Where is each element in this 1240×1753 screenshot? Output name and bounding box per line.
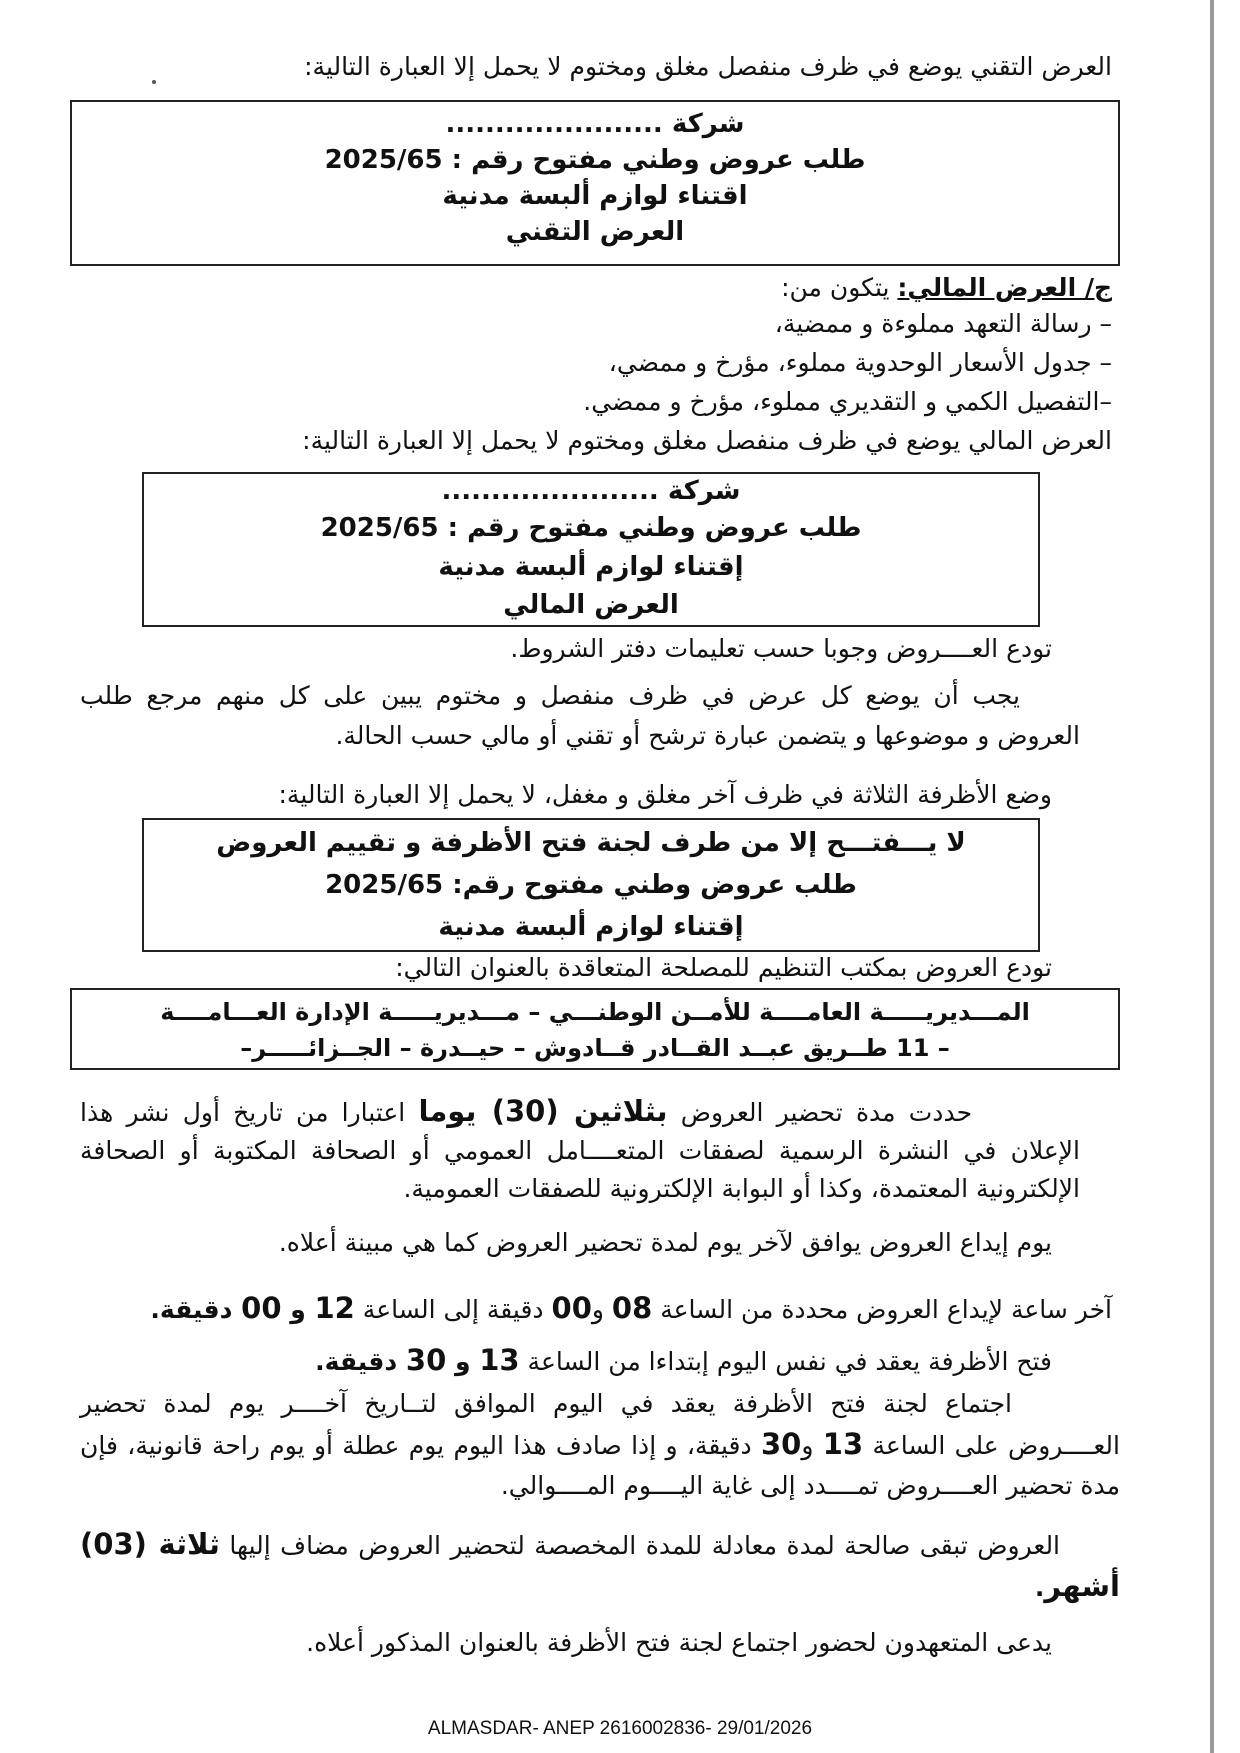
scan-edge bbox=[1210, 0, 1214, 1753]
deposit-rule-line: تودع العــــروض وجوبا حسب تعليمات دفتر الشروط. bbox=[510, 634, 1052, 663]
envelope-tender: طلب عروض وطني مفتوح رقم : 2025/65 bbox=[320, 513, 862, 543]
footer-reference: ALMASDAR- ANEP 2616002836- 29/01/2026 bbox=[427, 1718, 813, 1739]
invitation-line: يدعى المتعهدون لحضور اجتماع لجنة فتح الأظرفة بالعنوان المذكور أعلاه. bbox=[306, 1628, 1052, 1657]
envelope-company: شركة ...................... bbox=[445, 109, 745, 139]
financial-offer-envelope-box bbox=[142, 472, 1040, 627]
deposit-day-line: يوم إيداع العروض يوافق لآخر يوم لمدة تحضير العروض كما هي مبينة أعلاه. bbox=[278, 1228, 1052, 1257]
financial-offer-heading: ج/ العرض المالي: bbox=[897, 273, 1112, 302]
validity-period: ثلاثة (03) أشهر bbox=[80, 1527, 1120, 1603]
preparation-period-days: بثلاثين (30) يوما bbox=[418, 1094, 668, 1128]
envelope-subject: إقتناء لوازم ألبسة مدنية bbox=[438, 552, 744, 582]
financial-offer-heading-line bbox=[781, 271, 1112, 305]
outer-envelope-line: لا يـــفتـــح إلا من طرف لجنة فتح الأظرفة و تقييم العروض bbox=[216, 828, 966, 858]
opening-time-line: فتح الأظرفة يعقد في نفس اليوم إبتداءا من الساعة 13 و 30 دقيقة. bbox=[315, 1343, 1052, 1377]
outer-envelope-box bbox=[142, 818, 1040, 952]
address-intro: تودع العروض بمكتب التنظيم للمصلحة المتعاقدة بالعنوان التالي: bbox=[395, 953, 1052, 982]
envelope-company: شركة ...................... bbox=[441, 476, 741, 506]
outer-envelope-line: إقتناء لوازم ألبسة مدنية bbox=[438, 912, 744, 942]
envelope-offer-type: العرض التقني bbox=[505, 217, 685, 247]
scan-speck bbox=[152, 80, 156, 84]
address-line: المـــديريـــــة العامــــة للأمــن الوطنـــي – مـــديريـــــة الإدارة العـــامــــة bbox=[160, 998, 1030, 1026]
technical-offer-intro: العرض التقني يوضع في ظرف منفصل مغلق ومختوم لا يحمل إلا العبارة التالية: bbox=[304, 52, 1112, 81]
outer-envelope-intro: وضع الأظرفة الثلاثة في ظرف آخر مغلق و مغفل، لا يحمل إلا العبارة التالية: bbox=[278, 780, 1052, 809]
financial-offer-intro: العرض المالي يوضع في ظرف منفصل مغلق ومختوم لا يحمل إلا العبارة التالية: bbox=[302, 426, 1112, 455]
outer-envelope-line: طلب عروض وطني مفتوح رقم: 2025/65 bbox=[325, 870, 857, 900]
list-item: – رسالة التعهد مملوءة و ممضية، bbox=[774, 309, 1112, 338]
list-item: – جدول الأسعار الوحدوية مملوء، مؤرخ و ممضي، bbox=[608, 348, 1112, 377]
address-line: – 11 طــريق عبــد القــادر قــادوش – حيــدرة – الجــزائـــــر– bbox=[240, 1034, 950, 1062]
envelope-subject: اقتناء لوازم ألبسة مدنية bbox=[442, 181, 748, 211]
address-box bbox=[70, 988, 1120, 1070]
committee-meeting-paragraph: اجتماع لجنة فتح الأظرفة يعقد في اليوم الموافق لتــاريخ آخــــر يوم لمدة تحضير العــــروض على الساعة 13 و30 دقيقة، و إذا صادف هذا اليوم يوم عطلة أو يوم راحة قانونية، فإن مدة تحضير العــــروض تمــــدد إلى غاية اليــــوم المــــوالي. bbox=[80, 1389, 1120, 1500]
envelope-tender: طلب عروض وطني مفتوح رقم : 2025/65 bbox=[324, 145, 866, 175]
envelope-rule-paragraph: يجب أن يوضع كل عرض في ظرف منفصل و مختوم يبين على كل منهم مرجع طلب العروض و موضوعها و يتضمن عبارة ترشح أو تقني أو مالي حسب الحالة. bbox=[80, 681, 1080, 750]
list-item: –التفصيل الكمي و التقديري مملوء، مؤرخ و ممضي. bbox=[583, 387, 1112, 416]
preparation-period-paragraph: حددت مدة تحضير العروض بثلاثين (30) يوما اعتبارا من تاريخ أول نشر هذا الإعلان في النشرة الرسمية لصفقات المتعــــامل العمومي أو الصحافة المكتوبة أو الصحافة الإلكترونية المعتمدة، وكذا أو البوابة الإلكترونية للصفقات العمومية. bbox=[80, 1094, 1080, 1203]
offer-validity-paragraph: العروض تبقى صالحة لمدة معادلة للمدة المخصصة لتحضير العروض مضاف إليها ثلاثة (03) أشهر. bbox=[80, 1527, 1120, 1603]
technical-offer-envelope-box bbox=[70, 100, 1120, 266]
envelope-offer-type: العرض المالي bbox=[503, 590, 679, 620]
financial-offer-heading-rest: يتكون من: bbox=[781, 273, 898, 302]
last-deposit-hour-line: آخر ساعة لإيداع العروض محددة من الساعة 08 و00 دقيقة إلى الساعة 12 و 00 دقيقة. bbox=[150, 1291, 1112, 1325]
